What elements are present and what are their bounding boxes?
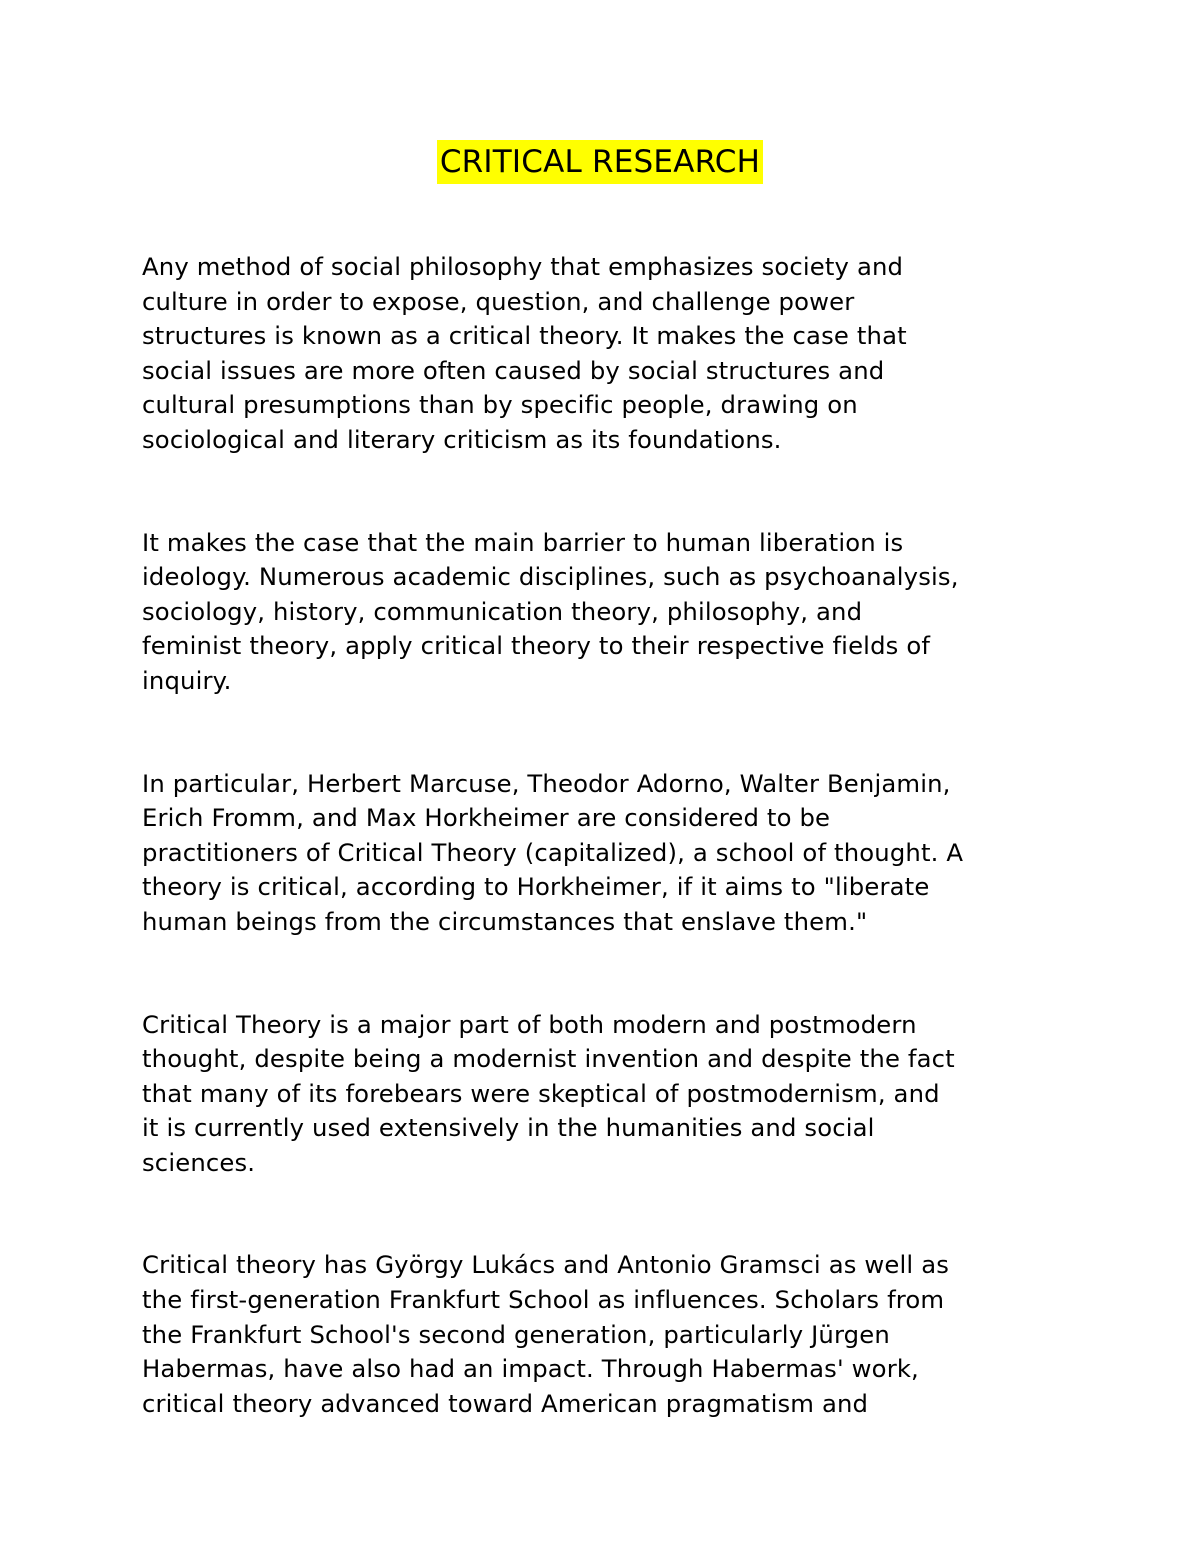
paragraph xyxy=(142,526,1082,699)
text-line: cultural presumptions than by specific people, drawing on xyxy=(142,390,858,420)
text-line: structures is known as a critical theory. It makes the case that xyxy=(142,321,907,351)
text-line: sciences. xyxy=(142,1147,256,1177)
text-line: it is currently used extensively in the humanities and social xyxy=(142,1113,875,1143)
paragraph xyxy=(142,767,1082,940)
text-line: the Frankfurt School's second generation, particularly Jürgen xyxy=(142,1319,890,1349)
text-line: Habermas, have also had an impact. Through Habermas' work, xyxy=(142,1354,919,1384)
text-line: Critical theory has György Lukács and Antonio Gramsci as well as xyxy=(142,1250,950,1280)
text-line: culture in order to expose, question, and challenge power xyxy=(142,286,855,316)
text-line: the first-generation Frankfurt School as influences. Scholars from xyxy=(142,1285,945,1315)
paragraph xyxy=(142,1008,1082,1181)
text-line: critical theory advanced toward American pragmatism and xyxy=(142,1388,869,1418)
text-line: Critical Theory is a major part of both modern and postmodern xyxy=(142,1009,917,1039)
paragraph xyxy=(142,1248,1082,1421)
text-line: that many of its forebears were skeptical of postmodernism, and xyxy=(142,1078,940,1108)
text-line: thought, despite being a modernist invention and despite the fact xyxy=(142,1044,955,1074)
document-title: CRITICAL RESEARCH xyxy=(437,140,763,184)
text-line: Any method of social philosophy that emphasizes society and xyxy=(142,252,904,281)
text-line: feminist theory, apply critical theory to their respective fields of xyxy=(142,631,931,661)
text-line: ideology. Numerous academic disciplines, such as psychoanalysis, xyxy=(142,562,959,592)
text-line: social issues are more often caused by social structures and xyxy=(142,355,885,385)
text-line: In particular, Herbert Marcuse, Theodor Adorno, Walter Benjamin, xyxy=(142,768,951,798)
document-body xyxy=(142,250,1082,1489)
text-line: inquiry. xyxy=(142,665,232,695)
paragraph xyxy=(142,250,1082,458)
text-line: human beings from the circumstances that enslave them." xyxy=(142,906,868,936)
text-line: sociological and literary criticism as its foundations. xyxy=(142,424,782,454)
text-line: sociology, history, communication theory, philosophy, and xyxy=(142,596,863,626)
text-line: Erich Fromm, and Max Horkheimer are considered to be xyxy=(142,803,831,833)
title-container xyxy=(0,140,1200,184)
text-line: It makes the case that the main barrier to human liberation is xyxy=(142,527,904,557)
text-line: practitioners of Critical Theory (capitalized), a school of thought. A xyxy=(142,837,964,867)
text-line: theory is critical, according to Horkheimer, if it aims to "liberate xyxy=(142,872,930,902)
